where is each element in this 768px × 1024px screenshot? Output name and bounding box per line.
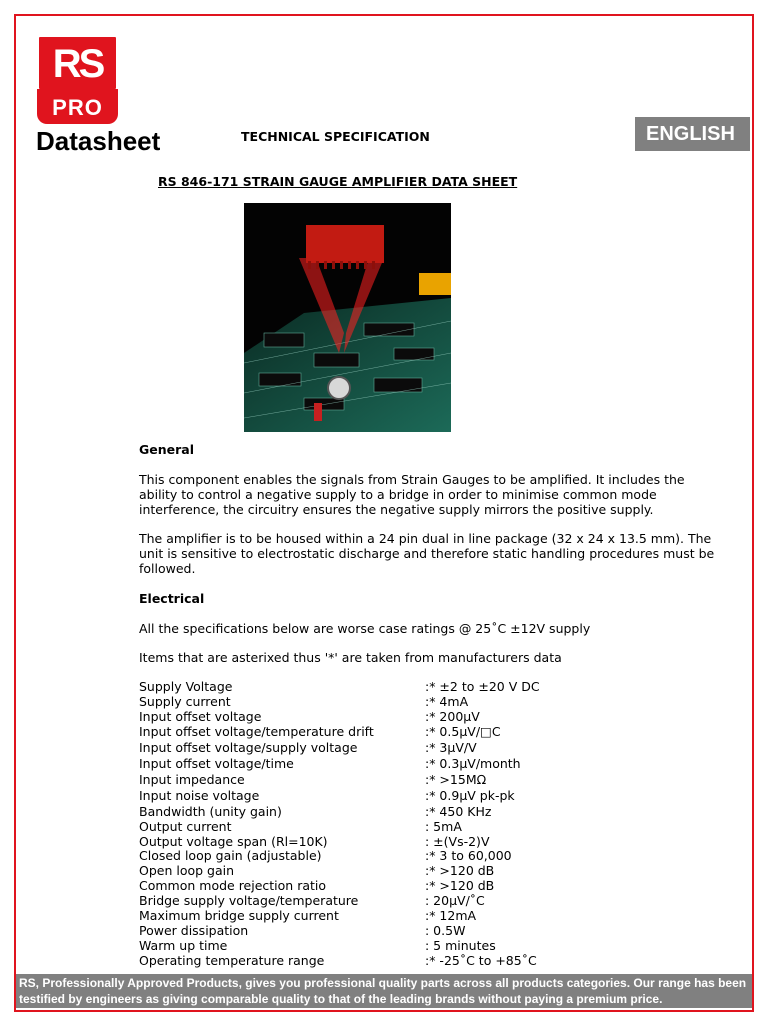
spec-value: : 5 minutes [425, 938, 496, 953]
spec-name: Output voltage span (Rl=10K) [139, 834, 328, 849]
page-title: Datasheet [36, 126, 161, 156]
spec-name: Input noise voltage [139, 788, 260, 803]
product-photo [244, 203, 451, 432]
spec-name: Power dissipation [139, 923, 249, 938]
spec-name: Bandwidth (unity gain) [139, 804, 282, 819]
spec-value: : 5mA [425, 819, 462, 834]
spec-value: :* 0.5µV/□C [425, 724, 501, 739]
spec-name: Input offset voltage/supply voltage [139, 740, 358, 755]
spec-value: :* >15MΩ [425, 772, 487, 787]
electrical-heading: Electrical [139, 591, 205, 606]
spec-name: Warm up time [139, 938, 228, 953]
general-paragraph-2: The amplifier is to be housed within a 24 pin dual in line package (32 x 24 x 13.5 mm). The unit is sensitive to electrostatic discharge and therefore static handling procedures must be followed. [139, 531, 715, 576]
technical-specification-label: TECHNICAL SPECIFICATION [241, 129, 430, 144]
spec-value: :* ±2 to ±20 V DC [425, 679, 540, 694]
spec-name: Supply current [139, 694, 231, 709]
spec-name: Output current [139, 819, 232, 834]
spec-value: :* >120 dB [425, 878, 495, 893]
spec-value: : 0.5W [425, 923, 466, 938]
spec-value: : ±(Vs-2)V [425, 834, 490, 849]
spec-value: :* -25˚C to +85˚C [425, 953, 537, 968]
rs-pro-logo [37, 35, 118, 124]
general-paragraph-1: This component enables the signals from Strain Gauges to be amplified. It includes the ability to control a negative supply to a bridge in order to minimise common mode interference, the circuitry ensures the negative supply mirrors the positive supply. [139, 472, 685, 517]
spec-value: :* 12mA [425, 908, 477, 923]
spec-name: Input offset voltage [139, 709, 262, 724]
spec-name: Open loop gain [139, 863, 235, 878]
spec-value: :* 3µV/V [425, 740, 477, 755]
spec-name: Closed loop gain (adjustable) [139, 848, 322, 863]
electrical-paragraph-1: All the specifications below are worse case ratings @ 25˚C ±12V supply [139, 621, 591, 636]
logo-pro-text: PRO [52, 95, 103, 120]
spec-value: :* 0.9µV pk-pk [425, 788, 515, 803]
footer-banner: RS, Professionally Approved Products, gives you professional quality parts across all products categories. Our range has been testified by engineers as giving comparable quality to that of the leading brands without paying a premium price. [16, 974, 752, 1008]
language-badge: ENGLISH [635, 117, 750, 151]
spec-name: Common mode rejection ratio [139, 878, 327, 893]
general-heading: General [139, 442, 194, 457]
spec-value: :* 0.3µV/month [425, 756, 521, 771]
spec-name: Bridge supply voltage/temperature [139, 893, 359, 908]
electrical-paragraph-2: Items that are asterixed thus '*' are taken from manufacturers data [139, 650, 562, 665]
logo-rs-text: RS [52, 42, 103, 86]
spec-name: Operating temperature range [139, 953, 325, 968]
spec-value: :* >120 dB [425, 863, 495, 878]
spec-value: :* 4mA [425, 694, 469, 709]
spec-value: :* 3 to 60,000 [425, 848, 512, 863]
spec-value: :* 200µV [425, 709, 480, 724]
spec-name: Input offset voltage/time [139, 756, 294, 771]
spec-name: Maximum bridge supply current [139, 908, 339, 923]
spec-name: Supply Voltage [139, 679, 233, 694]
spec-value: : 20µV/˚C [425, 893, 485, 908]
spec-name: Input offset voltage/temperature drift [139, 724, 374, 739]
spec-value: :* 450 KHz [425, 804, 492, 819]
spec-name: Input impedance [139, 772, 245, 787]
document-title: RS 846-171 STRAIN GAUGE AMPLIFIER DATA SHEET [158, 174, 518, 189]
